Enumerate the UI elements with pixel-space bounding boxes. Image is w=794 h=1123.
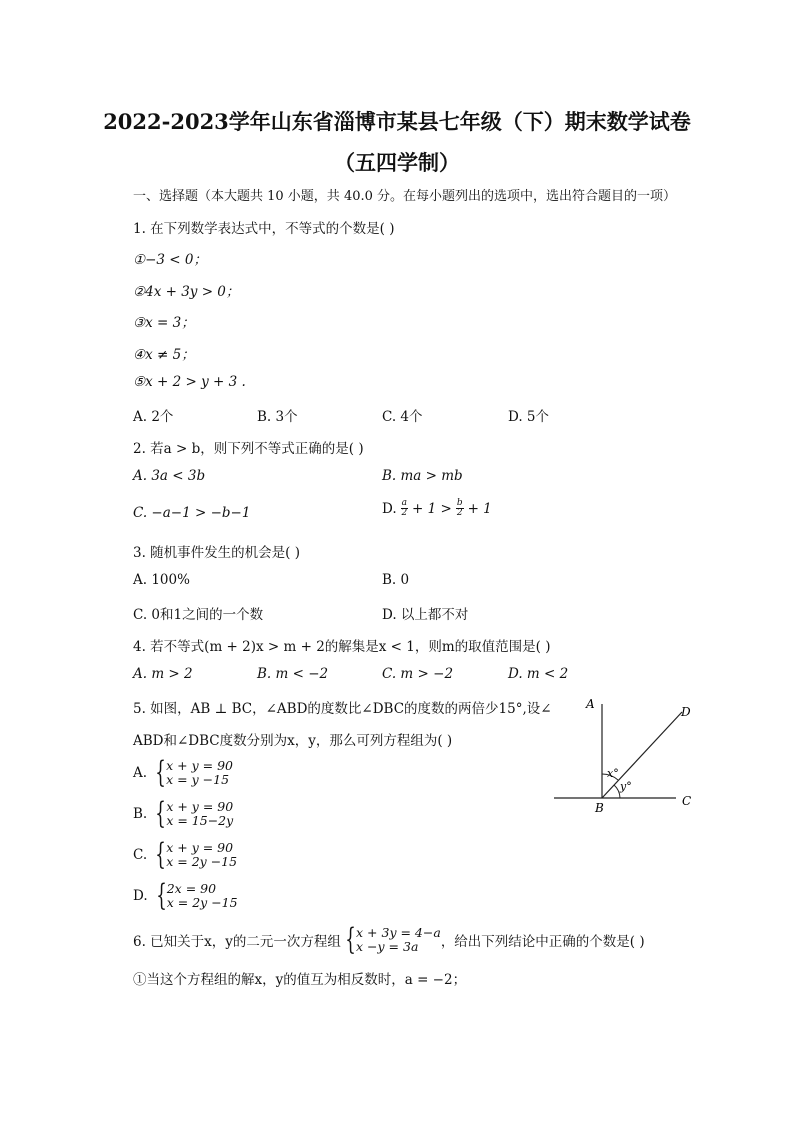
angle-figure	[550, 692, 700, 817]
question-5-option-c	[133, 837, 238, 872]
question-5-option-a	[133, 755, 233, 790]
question-1-item: ①−3 < 0；	[133, 252, 207, 268]
question-1-option-d: D. 5个	[508, 409, 550, 425]
question-4-option-d: D. m < 2	[508, 666, 569, 682]
point-label-b: B	[595, 801, 604, 815]
denominator: 2	[401, 508, 408, 518]
point-label-c: C	[682, 794, 692, 808]
question-2-option-b: B. ma > mb	[382, 468, 463, 484]
fraction-a-over-2	[401, 499, 408, 518]
equation-system	[151, 755, 233, 790]
option-label: B.	[133, 806, 148, 822]
equation: x + y = 90	[166, 758, 233, 773]
question-1-option-b: B. 3个	[257, 409, 298, 425]
question-2-stem: 2. 若a > b，则下列不等式正确的是( )	[133, 441, 364, 457]
brace-symbol: {	[155, 796, 167, 831]
fraction-b-over-2	[456, 499, 464, 518]
question-5-stem-line2: ABD和∠DBC度数分别为x，y，那么可列方程组为( )	[133, 733, 453, 749]
option-d-tail: + 1	[467, 500, 492, 517]
stem-prefix: 6. 已知关于x，y的二元一次方程组	[133, 934, 341, 950]
question-3-stem: 3. 随机事件发生的机会是( )	[133, 545, 300, 561]
question-5-option-d	[133, 878, 238, 913]
numerator: a	[401, 498, 408, 508]
question-5-stem-line1: 5. 如图，AB ⊥ BC，∠ABD的度数比∠DBC的度数的两倍少15°,设∠	[133, 701, 552, 717]
section-heading: 一、选择题（本大题共 10 小题，共 40.0 分。在每小题列出的选项中，选出符合题目的一项）	[133, 189, 677, 204]
brace-symbol: {	[345, 922, 356, 957]
page-title-line1: 2022-2023学年山东省淄博市某县七年级（下）期末数学试卷	[103, 109, 691, 134]
equation: x + 3y = 4−a	[356, 925, 441, 940]
denominator: 2	[456, 508, 463, 518]
question-3-option-a: A. 100%	[133, 572, 190, 588]
numerator: b	[456, 498, 463, 508]
question-1-item: ③x = 3；	[133, 315, 195, 331]
question-4-option-c: C. m > −2	[382, 666, 454, 682]
equation: x = 15−2y	[166, 813, 234, 828]
equation: x + y = 90	[166, 799, 234, 814]
page-title-line2: （五四学制）	[334, 150, 460, 175]
question-4-option-a: A. m > 2	[133, 666, 193, 682]
question-1-option-c: C. 4个	[382, 409, 423, 425]
question-1-stem: 1. 在下列数学表达式中，不等式的个数是( )	[133, 221, 395, 237]
question-1-item: ⑤x + 2 > y + 3 .	[133, 374, 246, 390]
question-4-stem: 4. 若不等式(m + 2)x > m + 2的解集是x < 1，则m的取值范围是( )	[133, 639, 551, 655]
question-2-option-a: A. 3a < 3b	[133, 468, 206, 484]
brace-symbol: {	[155, 837, 166, 872]
option-label: A.	[133, 765, 148, 781]
question-1-option-a: A. 2个	[133, 409, 174, 425]
question-2-option-d	[382, 499, 492, 518]
question-2-option-c: C. −a−1 > −b−1	[133, 505, 251, 521]
equation-system	[341, 922, 441, 957]
equation-system	[151, 837, 238, 872]
point-label-d: D	[681, 705, 691, 719]
equation: x −y = 3a	[356, 939, 419, 954]
question-6-stem	[133, 922, 645, 957]
point-label-a: A	[586, 697, 595, 711]
option-d-label: D.	[382, 500, 397, 517]
question-1-item: ④x ≠ 5；	[133, 347, 195, 363]
equation: x = 2y −15	[166, 895, 238, 910]
option-d-mid: + 1 >	[412, 500, 452, 517]
brace-symbol: {	[155, 878, 167, 913]
question-3-option-c: C. 0和1之间的一个数	[133, 607, 264, 623]
question-5-option-b	[133, 796, 234, 831]
stem-suffix: ，给出下列结论中正确的个数是( )	[440, 934, 645, 950]
option-label: C.	[133, 847, 148, 863]
equation-system	[151, 796, 234, 831]
question-3-option-b: B. 0	[382, 572, 410, 588]
equation: x = 2y −15	[166, 854, 238, 869]
question-1-item: ②4x + 3y > 0；	[133, 284, 240, 300]
equation: x = y −15	[166, 772, 230, 787]
equation-system	[152, 878, 238, 913]
option-label: D.	[133, 888, 148, 904]
brace-symbol: {	[155, 755, 166, 790]
equation: 2x = 90	[166, 881, 217, 896]
question-4-option-b: B. m < −2	[257, 666, 329, 682]
question-6-item-1: ①当这个方程组的解x，y的值互为相反数时，a = −2；	[133, 972, 467, 988]
equation: x + y = 90	[166, 840, 234, 855]
question-3-option-d: D. 以上都不对	[382, 607, 469, 623]
angle-label-x: x°	[607, 767, 619, 780]
angle-label-y: y°	[620, 780, 632, 793]
